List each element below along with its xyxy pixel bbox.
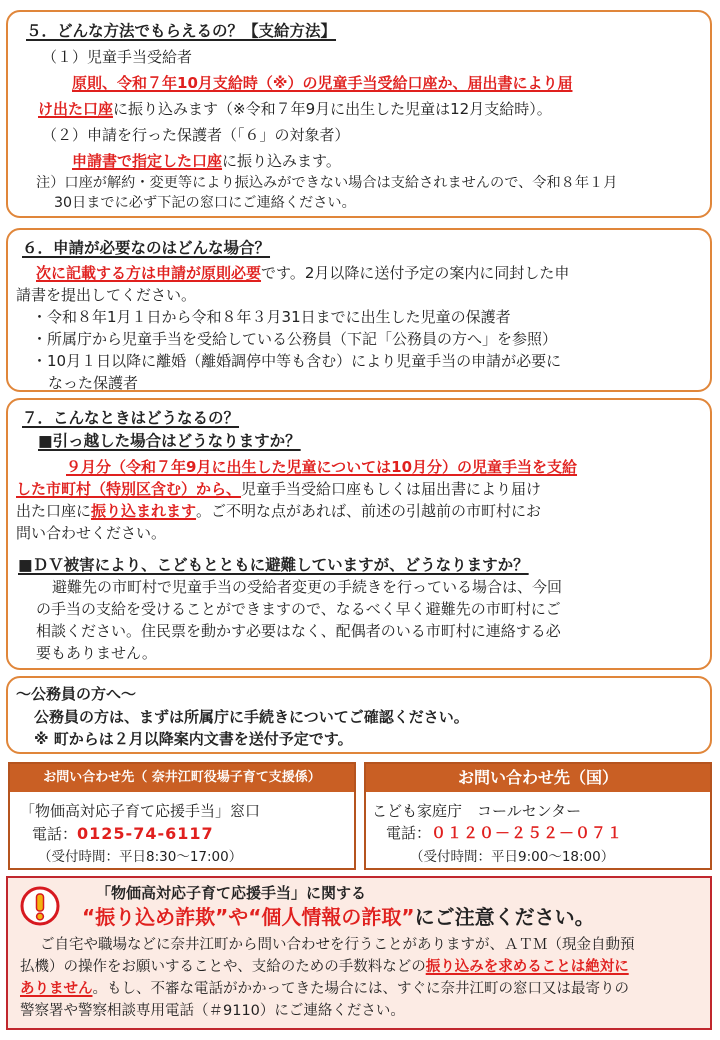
bullet-item: ・所属庁から児童手当を受給している公務員（下記「公務員の方へ」を参照）	[32, 330, 558, 348]
contact-national-hours: （受付時間：平日9:00～18:00）	[410, 849, 615, 865]
section-payment-method	[6, 10, 712, 218]
answer-move-line1: ９月分（令和７年9月に出生した児童については10月分）の児童手当を支給	[66, 458, 578, 476]
warning-title: “振り込め詐欺”や“個人情報の詐取”にご注意ください。	[82, 905, 595, 929]
item2-line: 申請書で指定した口座に振り込みます。	[72, 152, 341, 170]
answer-dv-line: 要もありません。	[36, 644, 157, 662]
answer-dv-line: 避難先の市町村で児童手当の受給者変更の手続きを行っている場合は、今回	[52, 578, 563, 596]
section-application-required	[6, 228, 712, 392]
note-line2: 30日までに必ず下記の窓口にご連絡ください。	[54, 195, 356, 211]
section7-heading: ７．こんなときはどうなるの？	[22, 409, 240, 427]
warning-text-line4: 警察署や警察相談専用電話（＃9110）にご連絡ください。	[20, 1003, 405, 1019]
answer-move-line4: 問い合わせください。	[16, 524, 167, 542]
section-faq	[6, 398, 712, 670]
warning-text-line3: ありません。もし、不審な電話がかかってきた場合には、すぐに奈井江町の窓口又は最寄りの	[20, 981, 629, 997]
contact-local-name: 「物価高対応子育て応援手当」窓口	[20, 802, 261, 820]
answer-move-line3: 出た口座に振り込まれます。ご不明な点があれば、前述の引越前の市町村にお	[16, 502, 542, 520]
civil-line1: 公務員の方は、まずは所属庁に手続きについてご確認ください。	[34, 708, 469, 726]
faq-question-move: ■引っ越した場合はどうなりますか？	[38, 432, 301, 450]
faq-question-dv: ■ＤＶ被害により、こどもとともに避難していますが、どうなりますか？	[18, 556, 529, 574]
item1-red-line: 原則、令和７年10月支給時（※）の児童手当受給口座か、届出書により届	[72, 74, 573, 92]
contact-national-name: こども家庭庁 コールセンター	[372, 802, 582, 820]
contact-national-box	[364, 762, 712, 870]
section6-heading: ６．申請が必要なのはどんな場合？	[22, 239, 271, 257]
contact-local-box	[8, 762, 356, 870]
fraud-warning-box	[6, 876, 712, 1030]
warning-text-line2: 払機）の操作をお願いすることや、支給のための手数料などの振り込みを求めることは絶対に	[20, 959, 629, 975]
bullet-item: ・10月１日以降に離婚（離婚調停中等も含む）により児童手当の申請が必要に	[32, 352, 562, 370]
answer-move-line2: した市町村（特別区含む）から、児童手当受給口座もしくは届出書により届け	[16, 480, 542, 498]
civil-servant-notice	[6, 676, 712, 754]
contact-national-phone: 電話：０１２０－２５２－０７１	[386, 824, 624, 842]
section6-intro: 次に記載する方は申請が原則必要です。2月以降に送付予定の案内に同封した申	[36, 264, 570, 282]
contact-local-header: お問い合わせ先（ 奈井江町役場子育て支援係）	[10, 764, 354, 792]
exclamation-icon	[20, 886, 60, 926]
item1-line2: け出た口座に振り込みます（※令和７年9月に出生した児童は12月支給時）。	[38, 100, 552, 118]
contact-local-hours: （受付時間：平日8:30～17:00）	[38, 849, 243, 865]
civil-line2: ※ 町からは２月以降案内文書を送付予定です。	[34, 730, 353, 748]
section6-intro2: 請書を提出してください。	[16, 286, 197, 304]
answer-dv-line: の手当の支給を受けることができますので、なるべく早く避難先の市町村にご	[36, 600, 561, 618]
item1-label: （１）児童手当受給者	[42, 48, 193, 66]
civil-title: ～公務員の方へ～	[16, 685, 137, 703]
warning-text-line1: ご自宅や職場などに奈井江町から問い合わせを行うことがありますが、ＡＴＭ（現金自動預	[40, 937, 635, 953]
section5-heading: ５．どんな方法でもらえるの？【支給方法】	[26, 22, 337, 40]
bullet-item-cont: なった保護者	[48, 374, 139, 392]
item2-label: （２）申請を行った保護者（「６」の対象者）	[42, 126, 350, 144]
warning-subtitle: 「物価高対応子育て応援手当」に関する	[96, 884, 367, 902]
note-line1: 注）口座が解約・変更等により振込みができない場合は支給されませんので、令和８年１月	[36, 175, 618, 191]
contact-local-phone: 電話：0125-74-6117	[32, 824, 214, 843]
answer-dv-line: 相談ください。住民票を動かす必要はなく、配偶者のいる市町村に連絡する必	[36, 622, 561, 640]
bullet-item: ・令和８年1月１日から令和８年３月31日までに出生した児童の保護者	[32, 308, 511, 326]
contact-national-header: お問い合わせ先（国）	[366, 764, 710, 792]
